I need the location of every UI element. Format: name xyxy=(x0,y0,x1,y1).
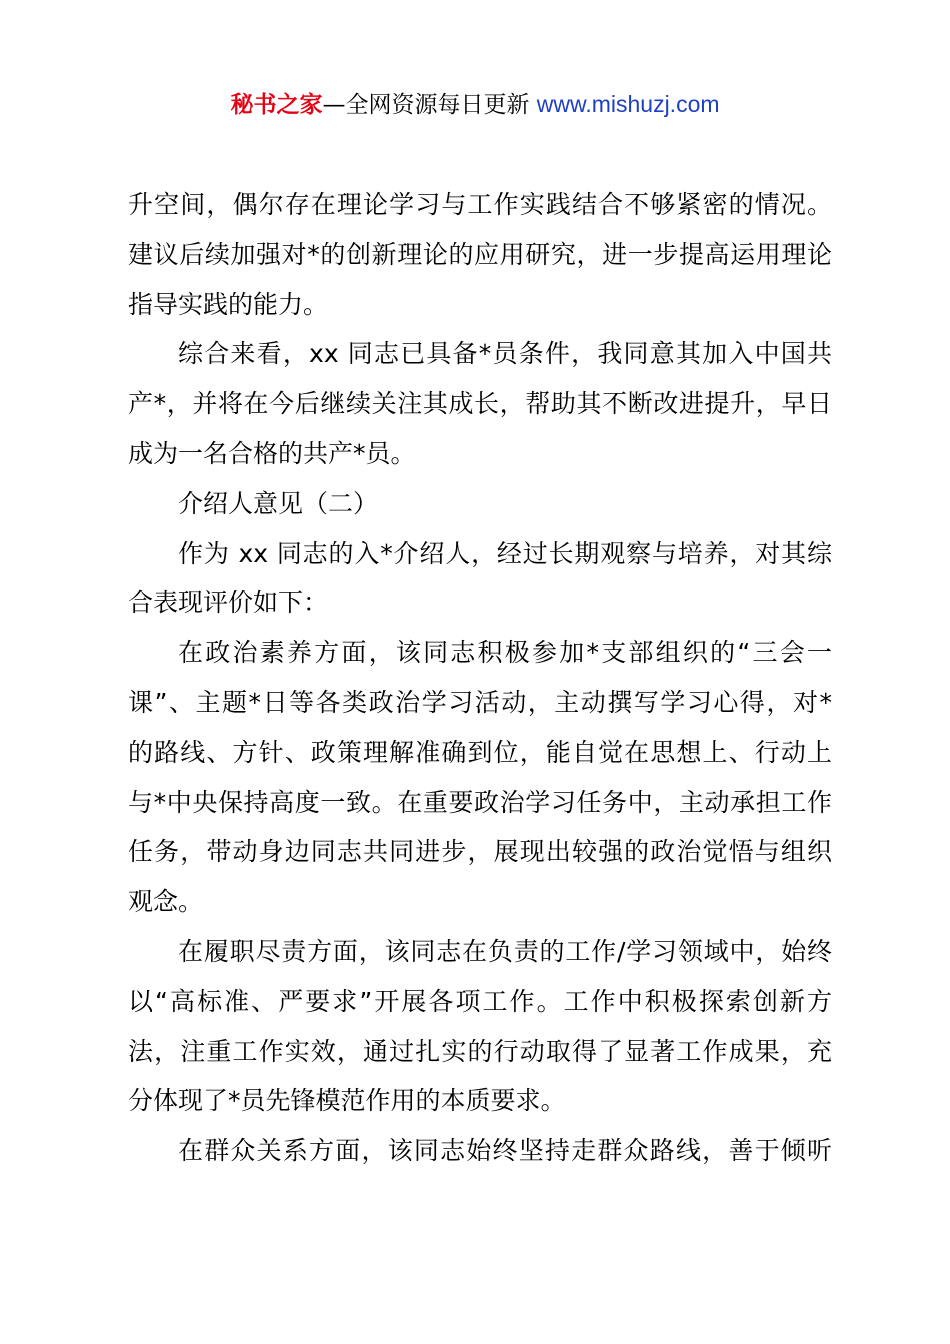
text-line: 在政治素养方面，该同志积极参加*支部组织的“三会一 xyxy=(178,638,832,668)
brand-name: 秘书之家 xyxy=(230,92,323,118)
header-tagline: —全网资源每日更新 xyxy=(322,92,537,118)
text-line: 课”、主题*日等各类政治学习活动，主动撰写学习心得，对* xyxy=(128,687,832,717)
text-line: 任务，带动身边同志共同进步，展现出较强的政治觉悟与组织 xyxy=(128,837,832,867)
text-line: 产*，并将在今后继续关注其成长，帮助其不断改进提升，早日 xyxy=(128,389,832,419)
text-line: 分体现了*员先锋模范作用的本质要求。 xyxy=(128,1086,566,1116)
text-line: 建议后续加强对*的创新理论的应用研究，进一步提高运用理论 xyxy=(128,239,832,269)
text-line: 在群众关系方面，该同志始终坚持走群众路线，善于倾听 xyxy=(178,1136,832,1166)
text-line: 以“高标准、严要求”开展各项工作。工作中积极探索创新方 xyxy=(128,986,832,1016)
text-line: 与*中央保持高度一致。在重要政治学习任务中，主动承担工作 xyxy=(128,787,832,817)
text-line: 升空间，偶尔存在理论学习与工作实践结合不够紧密的情况。 xyxy=(128,190,832,219)
text-line: 成为一名合格的共产*员。 xyxy=(128,438,416,468)
site-url[interactable]: www.mishuzj.com xyxy=(536,91,720,117)
text-line: 观念。 xyxy=(128,887,204,917)
text-line: 合表现评价如下： xyxy=(128,588,329,618)
text-line: 介绍人意见（二） xyxy=(178,488,379,518)
document-body xyxy=(128,180,832,1176)
text-line: 综合来看，xx 同志已具备*员条件，我同意其加入中国共 xyxy=(178,339,832,369)
text-line: 法，注重工作实效，通过扎实的行动取得了显著工作成果，充 xyxy=(128,1036,832,1066)
text-line: 作为 xx 同志的入*介绍人，经过长期观察与培养，对其综 xyxy=(178,538,832,568)
text-line: 指导实践的能力。 xyxy=(128,289,329,319)
text-line: 的路线、方针、政策理解准确到位，能自觉在思想上、行动上 xyxy=(128,737,832,767)
text-line: 在履职尽责方面，该同志在负责的工作/学习领域中，始终 xyxy=(178,936,832,966)
page-header xyxy=(0,86,950,123)
